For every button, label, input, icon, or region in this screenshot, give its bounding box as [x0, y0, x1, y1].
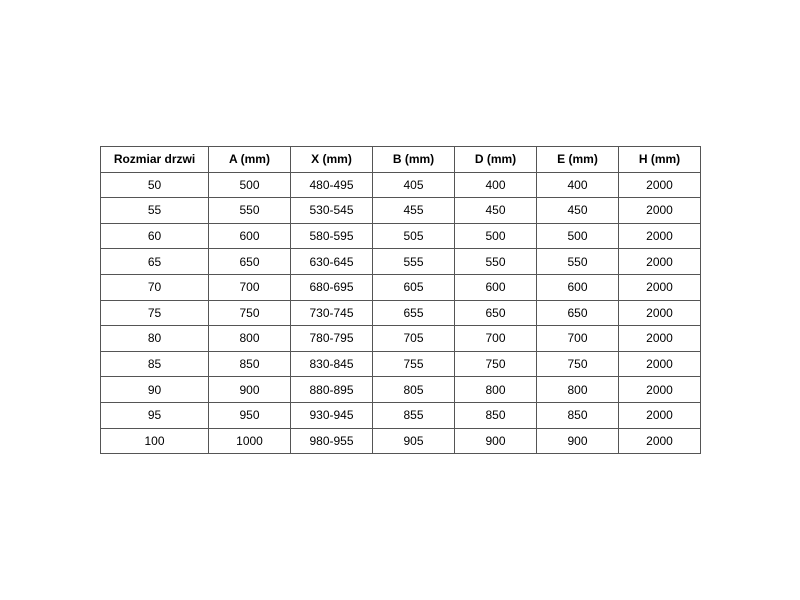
- table-cell: 950: [209, 402, 291, 428]
- table-cell: 730-745: [291, 300, 373, 326]
- table-cell: 550: [455, 249, 537, 275]
- table-cell: 65: [101, 249, 209, 275]
- dimensions-table: [100, 146, 701, 454]
- table-cell: 505: [373, 223, 455, 249]
- table-cell: 755: [373, 351, 455, 377]
- table-cell: 555: [373, 249, 455, 275]
- table-cell: 75: [101, 300, 209, 326]
- table-cell: 900: [209, 377, 291, 403]
- header-row: [101, 147, 701, 173]
- table-cell: 60: [101, 223, 209, 249]
- table-cell: 855: [373, 402, 455, 428]
- table-cell: 400: [537, 172, 619, 198]
- table-cell: 900: [455, 428, 537, 454]
- table-cell: 2000: [619, 274, 701, 300]
- table-cell: 650: [209, 249, 291, 275]
- table-cell: 680-695: [291, 274, 373, 300]
- table-cell: 455: [373, 198, 455, 224]
- table-cell: 905: [373, 428, 455, 454]
- table-row: [101, 198, 701, 224]
- header-h-mm: H (mm): [619, 147, 701, 173]
- header-x-mm: X (mm): [291, 147, 373, 173]
- table-row: [101, 428, 701, 454]
- table-cell: 800: [537, 377, 619, 403]
- table-cell: 600: [537, 274, 619, 300]
- table-cell: 700: [209, 274, 291, 300]
- table-row: [101, 300, 701, 326]
- table-row: [101, 172, 701, 198]
- table-cell: 450: [537, 198, 619, 224]
- table-cell: 980-955: [291, 428, 373, 454]
- table-cell: 2000: [619, 172, 701, 198]
- table-row: [101, 326, 701, 352]
- table-cell: 805: [373, 377, 455, 403]
- table-row: [101, 351, 701, 377]
- table-cell: 2000: [619, 402, 701, 428]
- table-cell: 405: [373, 172, 455, 198]
- table-cell: 750: [209, 300, 291, 326]
- header-d-mm: D (mm): [455, 147, 537, 173]
- table-cell: 630-645: [291, 249, 373, 275]
- table-cell: 480-495: [291, 172, 373, 198]
- table-cell: 450: [455, 198, 537, 224]
- table-row: [101, 377, 701, 403]
- table-cell: 2000: [619, 223, 701, 249]
- header-door-size: Rozmiar drzwi: [101, 147, 209, 173]
- table-cell: 2000: [619, 198, 701, 224]
- table-cell: 70: [101, 274, 209, 300]
- table-cell: 850: [537, 402, 619, 428]
- table-cell: 880-895: [291, 377, 373, 403]
- table-cell: 655: [373, 300, 455, 326]
- table-cell: 2000: [619, 428, 701, 454]
- table-cell: 50: [101, 172, 209, 198]
- table-cell: 2000: [619, 326, 701, 352]
- header-b-mm: B (mm): [373, 147, 455, 173]
- table-cell: 400: [455, 172, 537, 198]
- table-row: [101, 402, 701, 428]
- table-cell: 850: [455, 402, 537, 428]
- table-cell: 2000: [619, 351, 701, 377]
- table-row: [101, 249, 701, 275]
- table-cell: 900: [537, 428, 619, 454]
- table-cell: 500: [537, 223, 619, 249]
- table-cell: 605: [373, 274, 455, 300]
- table-cell: 90: [101, 377, 209, 403]
- table-cell: 550: [537, 249, 619, 275]
- table-cell: 55: [101, 198, 209, 224]
- table-cell: 850: [209, 351, 291, 377]
- table-cell: 750: [455, 351, 537, 377]
- table-cell: 600: [209, 223, 291, 249]
- table-cell: 2000: [619, 300, 701, 326]
- table-cell: 600: [455, 274, 537, 300]
- table-cell: 2000: [619, 377, 701, 403]
- table-cell: 830-845: [291, 351, 373, 377]
- table-cell: 800: [209, 326, 291, 352]
- table-row: [101, 223, 701, 249]
- header-e-mm: E (mm): [537, 147, 619, 173]
- table-cell: 500: [455, 223, 537, 249]
- table-cell: 580-595: [291, 223, 373, 249]
- table-cell: 700: [455, 326, 537, 352]
- dimensions-table-container: [100, 146, 700, 454]
- table-cell: 930-945: [291, 402, 373, 428]
- table-cell: 1000: [209, 428, 291, 454]
- table-cell: 700: [537, 326, 619, 352]
- table-cell: 85: [101, 351, 209, 377]
- table-cell: 650: [537, 300, 619, 326]
- table-cell: 95: [101, 402, 209, 428]
- table-cell: 800: [455, 377, 537, 403]
- header-a-mm: A (mm): [209, 147, 291, 173]
- table-cell: 2000: [619, 249, 701, 275]
- table-cell: 550: [209, 198, 291, 224]
- table-cell: 750: [537, 351, 619, 377]
- table-body: [101, 172, 701, 454]
- table-cell: 650: [455, 300, 537, 326]
- table-cell: 530-545: [291, 198, 373, 224]
- table-cell: 705: [373, 326, 455, 352]
- table-row: [101, 274, 701, 300]
- table-cell: 100: [101, 428, 209, 454]
- table-cell: 780-795: [291, 326, 373, 352]
- table-header: [101, 147, 701, 173]
- table-cell: 80: [101, 326, 209, 352]
- table-cell: 500: [209, 172, 291, 198]
